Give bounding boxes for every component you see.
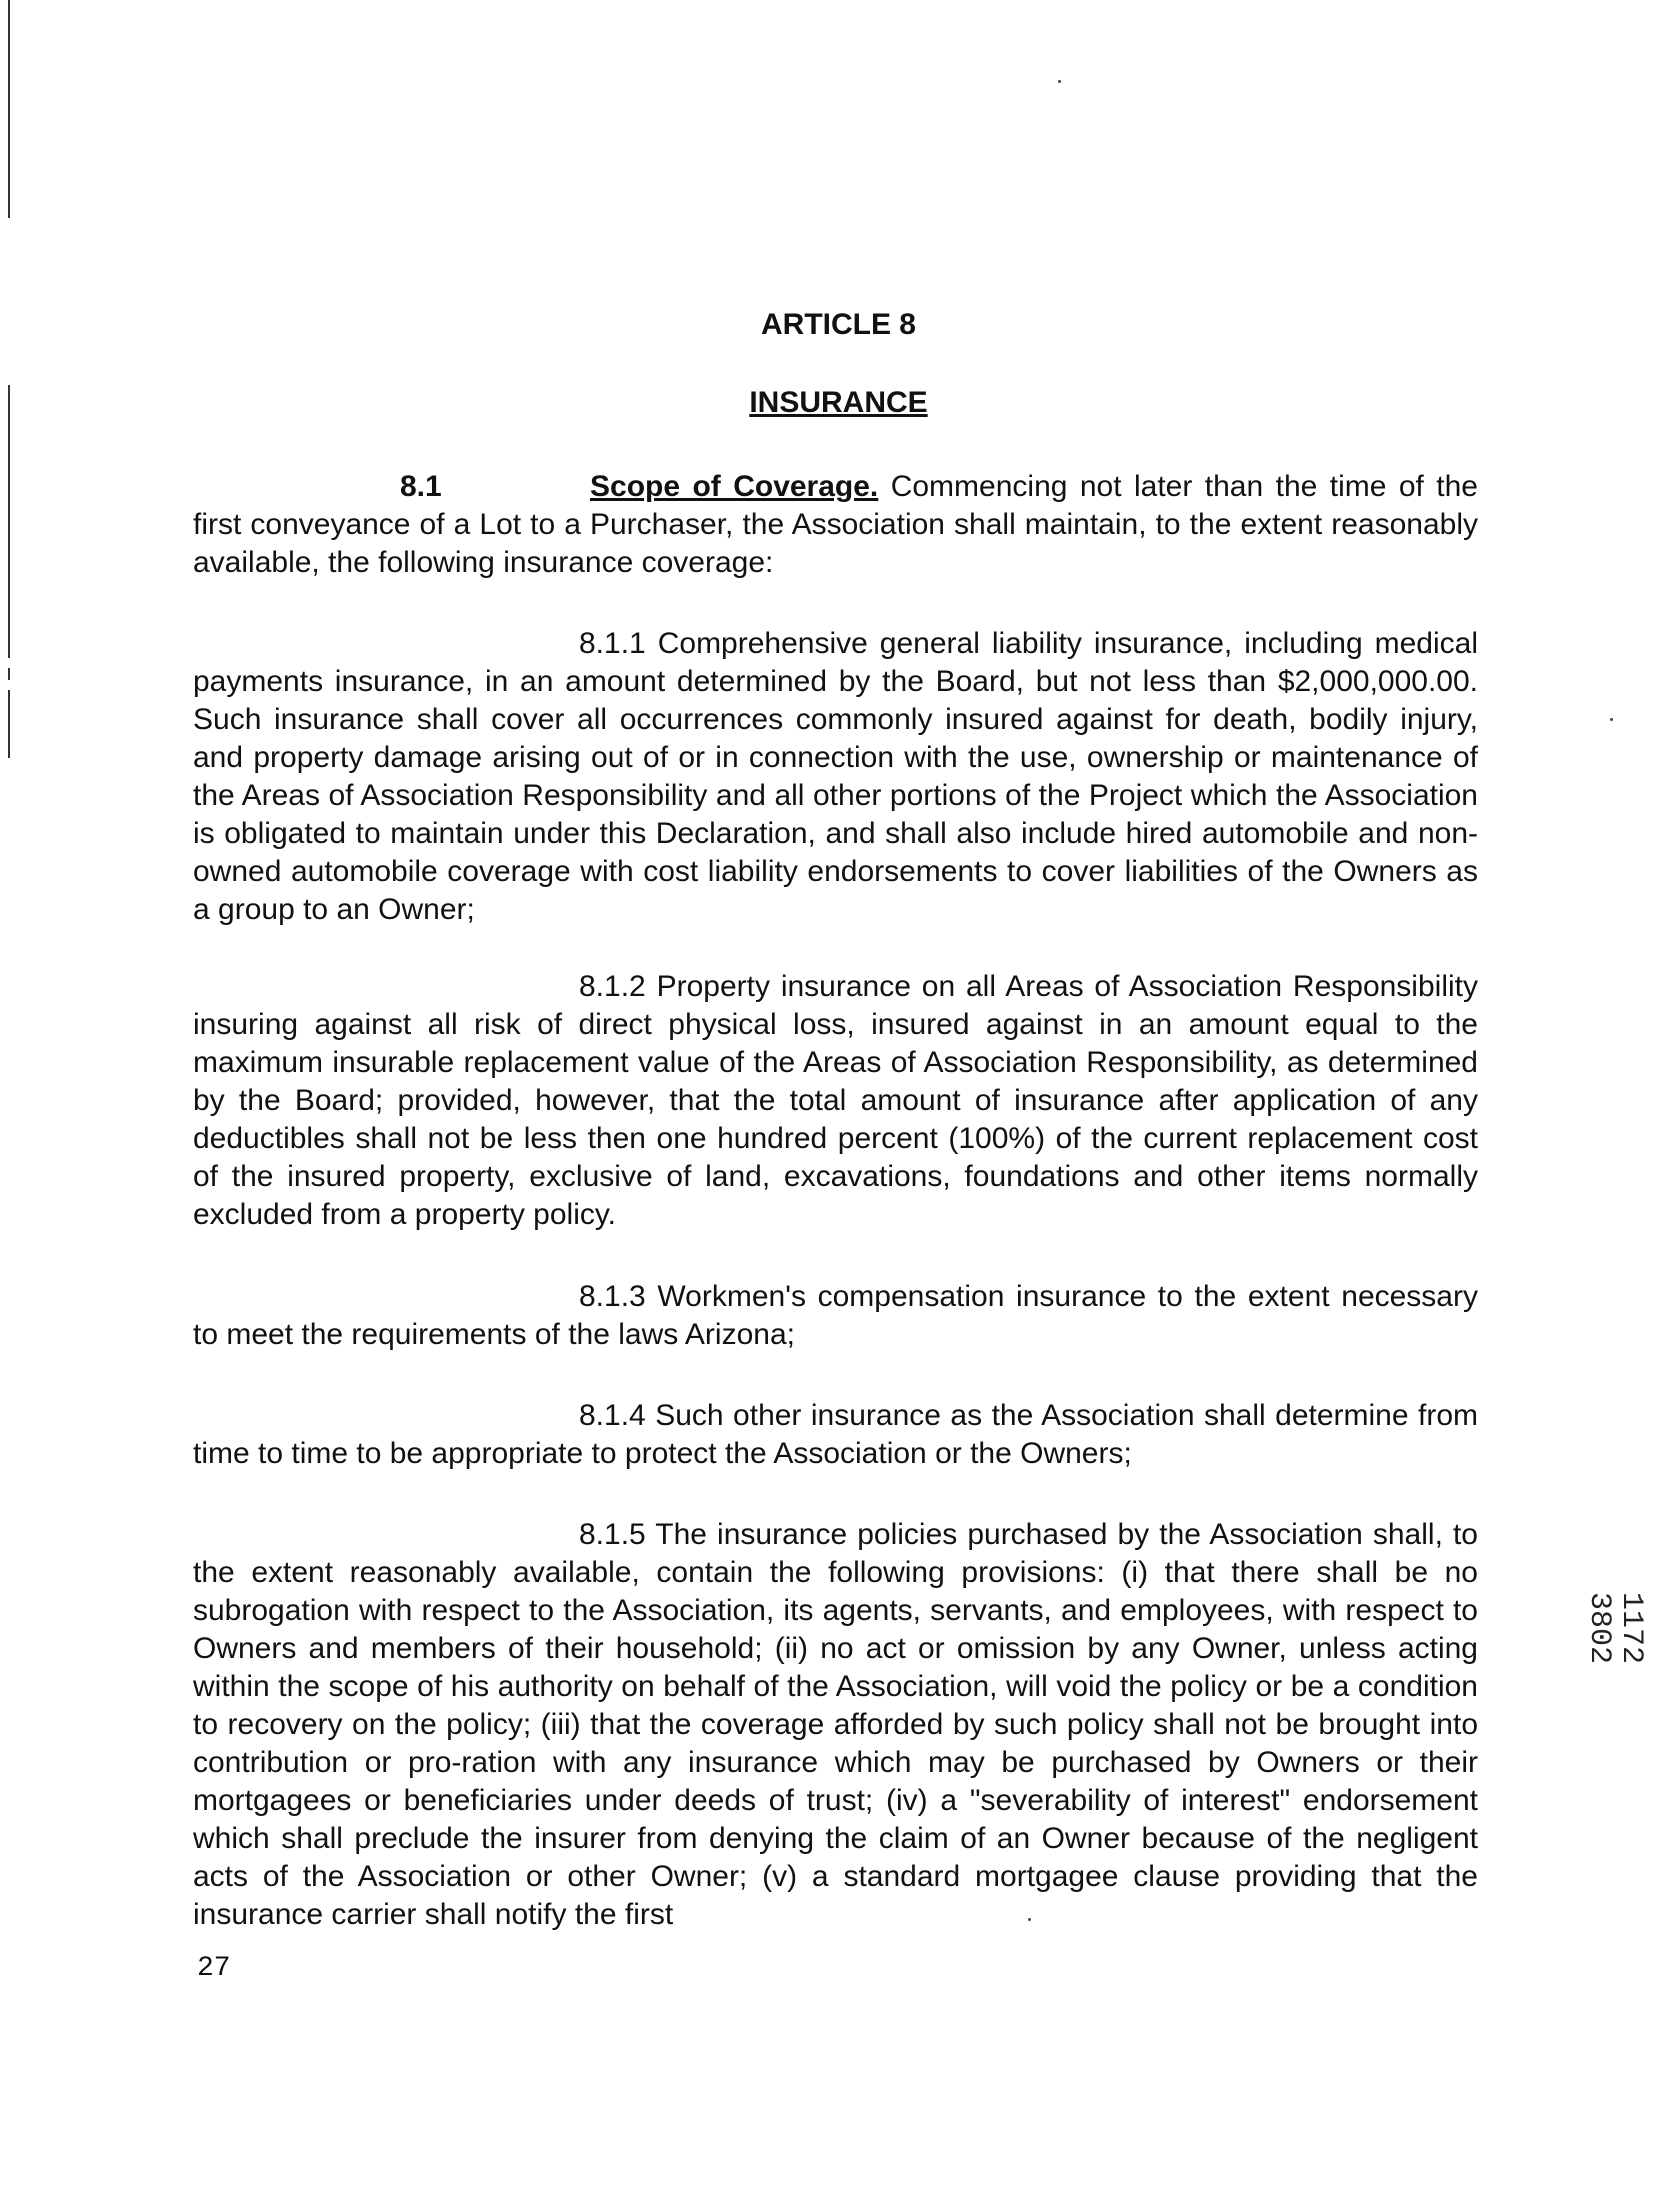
scan-speck <box>1610 718 1613 721</box>
section-text: Property insurance on all Areas of Association Responsibility insuring against all risk of direct physical loss, insured against in an amount equal to the maximum insurable replacement value of the Areas of Association Responsibility, as determined by the Board; provided, however, that the total amount of insurance after application of any deductibles shall not be less then one hundred percent (100%) of the current replacement cost of the insured property, exclusive of land, excavations, foundations and other items normally excluded from a property policy. <box>193 970 1478 1231</box>
section-number: 8.1.5 <box>579 1518 646 1551</box>
side-stamp-text: 1172 3802 <box>1582 1592 1648 1665</box>
section-number: 8.1.3 <box>579 1280 646 1313</box>
article-number: ARTICLE 8 <box>760 308 916 341</box>
section-number: 8.1.2 <box>579 970 646 1003</box>
section-number: 8.1 <box>400 470 442 503</box>
side-stamp <box>1582 1580 1648 1665</box>
section-8-1-2 <box>193 968 1478 1234</box>
page-number: 27 <box>197 1953 231 1984</box>
scan-margin-line <box>8 640 10 658</box>
scan-margin-line <box>8 668 10 680</box>
section-text: Comprehensive general liability insurance, including medical payments insurance, in an amount determined by the Board, but not less than $2,000,000.00. Such insurance shall cover all occurrences commonly insured against for death, bodily injury, and property damage arising out of or in connection with the use, ownership or maintenance of the Areas of Association Responsibility and all other portions of the Project which the Association is obligated to maintain under this Declaration, and shall also include hired automobile and non-owned automobile coverage with cost liability endorsements to cover liabilities of the Owners as a group to an Owner; <box>193 627 1478 926</box>
section-8-1-3 <box>193 1278 1478 1354</box>
section-text: The insurance policies purchased by the Association shall, to the extent reasonably available, contain the following provisions: (i) that there shall be no subrogation with respect to the Association, its agents, servants, and employees, with respect to Owners and members of their household; (ii) no act or omission by any Owner, unless acting within the scope of his authority on behalf of the Association, will void the policy or be a condition to recovery on the policy; (iii) that the coverage afforded by such policy shall not be brought into contribution or pro-ration with any insurance which may be purchased by Owners or their mortgagees or beneficiaries under deeds of trust; (iv) a "severability of interest" endorsement which shall preclude the insurer from denying the claim of an Owner because of the negligent acts of the Association or other Owner; (v) a standard mortgagee clause providing that the insurance carrier shall notify the first <box>193 1518 1478 1931</box>
article-title: INSURANCE <box>749 386 928 419</box>
section-text: Commencing not later than the time of the first conveyance of a Lot to a Purchaser, the Association shall maintain, to the extent reasonably available, the following insurance coverage: <box>193 470 1478 579</box>
scan-speck <box>1058 80 1061 83</box>
section-text: Such other insurance as the Association shall determine from time to time to be appropriate to protect the Association or the Owners; <box>193 1399 1478 1470</box>
section-8-1-1 <box>193 625 1478 929</box>
section-8-1-4 <box>193 1397 1478 1473</box>
scan-margin-line <box>8 0 10 218</box>
section-number: 8.1.4 <box>579 1399 646 1432</box>
section-8-1 <box>193 468 1478 582</box>
scan-margin-line <box>8 690 10 758</box>
section-8-1-5 <box>193 1516 1478 1934</box>
section-text: Workmen's compensation insurance to the extent necessary to meet the requirements of the laws Arizona; <box>193 1280 1478 1351</box>
scan-margin-line <box>8 385 10 655</box>
section-title: Scope of Coverage. <box>590 470 879 503</box>
section-number: 8.1.1 <box>579 627 646 660</box>
